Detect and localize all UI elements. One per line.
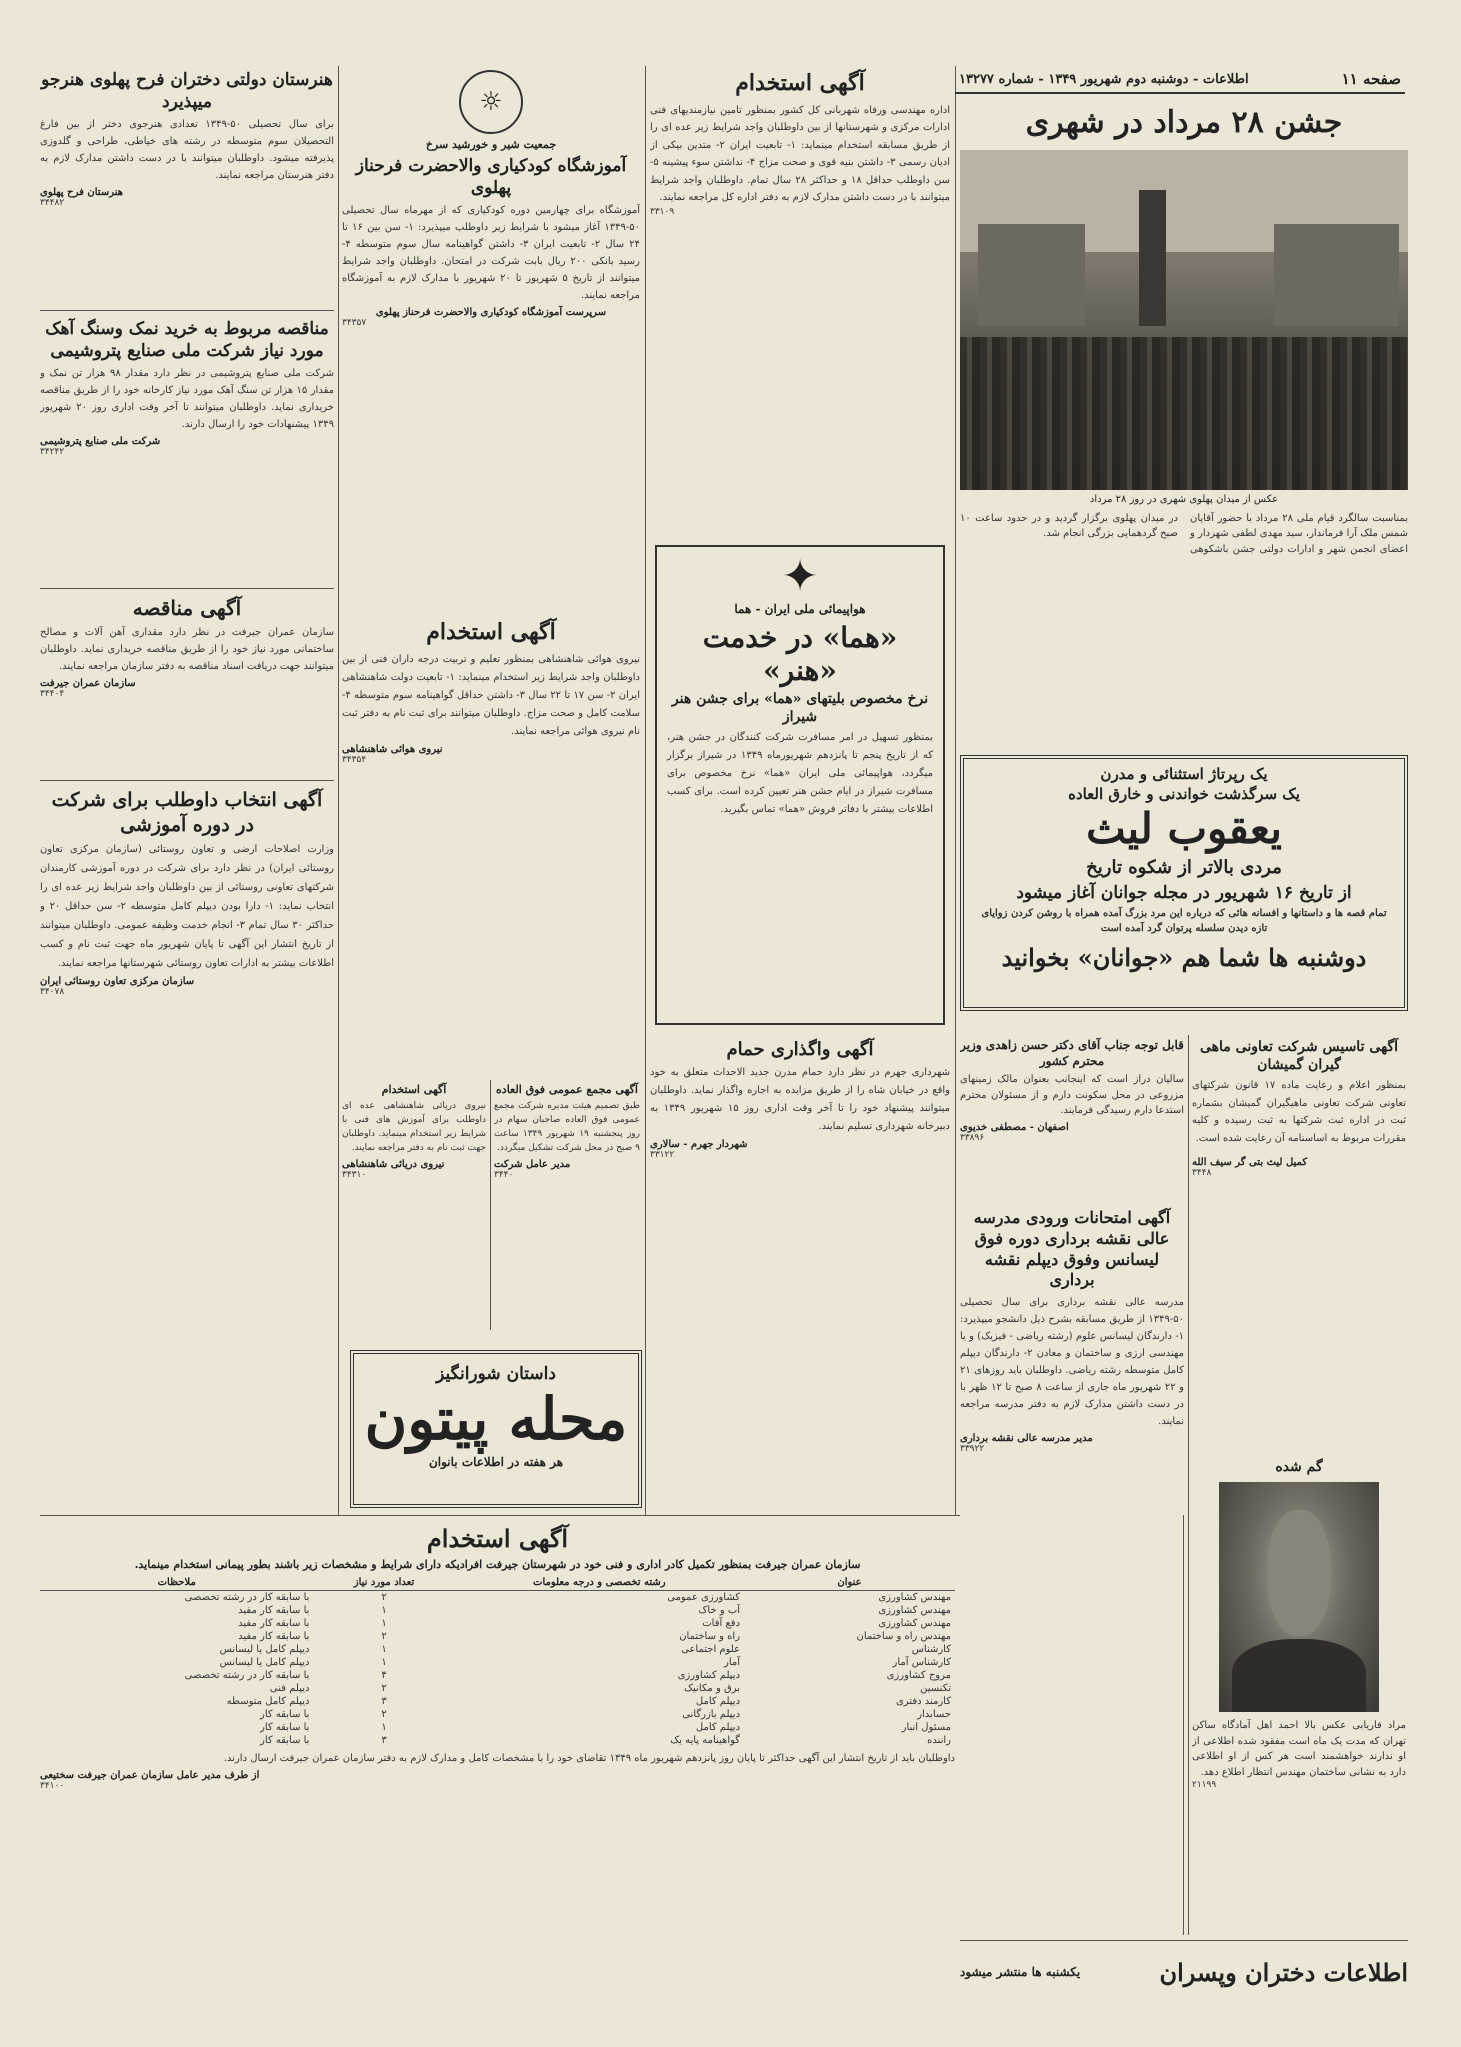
- column-rule: [490, 1080, 491, 1330]
- jashn-photo-caption: عکس از میدان پهلوی شهری در روز ۲۸ مرداد: [1089, 493, 1279, 505]
- table-cell: ۳: [381, 1696, 387, 1708]
- table-cell: دیپلم کامل: [695, 1696, 741, 1708]
- table-cell: با سابقه کار مفید: [238, 1618, 310, 1630]
- table-row: [40, 1682, 955, 1695]
- exam-title: آگهی امتحانات ورودی مدرسه عالی نقشه برداری دوره فوق لیسانس وفوق دیپلم نقشه برداری: [973, 1208, 1171, 1290]
- table-cell: دیپلم کامل: [695, 1722, 741, 1734]
- table-cell: دفع آفات: [702, 1618, 741, 1630]
- childcare-code: ۳۴۳۵۷: [342, 318, 367, 329]
- table-cell: برق و مکانیک: [684, 1683, 741, 1695]
- footer-sub: یکشنبه ها منتشر میشود: [960, 1965, 1081, 1979]
- meeting-code: ۳۴۴۰: [494, 1170, 514, 1181]
- table-cell: ۲: [381, 1709, 387, 1721]
- navy-title: آگهی استخدام: [381, 1083, 447, 1096]
- jiroft-tender-sig: سازمان عمران جیرفت: [40, 678, 136, 689]
- table-cell: با سابقه کار: [260, 1709, 310, 1721]
- table-cell: تکنسین: [920, 1683, 951, 1695]
- airforce-code: ۳۴۳۵۴: [342, 754, 367, 765]
- taavoni-body: بمنظور اعلام و رعایت ماده ۱۷ قانون شرکتهای تعاونی شرکت تعاونی ماهیگیران گمیشان بشماره ثبت در اداره ثبت شرکتها به ثبت رسیده و کلیه مقررات مربوط به اساسنامه آن رعایت شده است.: [1192, 1080, 1406, 1144]
- table-cell: دیپلم کامل یا لیسانس: [219, 1644, 310, 1656]
- qabel-title: قابل توجه جناب آقای دکتر حسن زاهدی وزیر محترم کشور: [960, 1038, 1184, 1068]
- yaqub-line-2: یک سرگذشت خواندنی و خارق العاده: [1068, 784, 1300, 803]
- missing-person-ad: [1192, 1455, 1406, 1895]
- bath-body: شهرداری جهرم در نظر دارد حمام مدرن جدید الاحداث متعلق به خود واقع در خیابان شاه را از طریق مزایده به اجاره واگذار نماید. داوطلبان میتوانند پیشنهاد خود را تا آخر وقت اداری روز ۱۵ شهریور ۱۳۴۹ به دبیرخانه شهرداری تسلیم نمایند.: [650, 1067, 950, 1133]
- column-rule: [1188, 1035, 1189, 1935]
- qabel-body: سالیان دراز است که اینجانب بعنوان مالک زمینهای مزروعی در محل سکونت دارم و از مسئولان محترم استدعا دارم رسیدگی فرمایند.: [960, 1074, 1184, 1117]
- section-rule: [40, 780, 334, 781]
- table-row: [40, 1708, 955, 1721]
- table-cell: ۱: [381, 1605, 387, 1617]
- jashn-title: جشن ۲۸ مرداد در شهری: [1025, 105, 1343, 140]
- yaqub-line-4: از تاریخ ۱۶ شهریور در مجله جوانان آغاز میشود: [1016, 882, 1352, 903]
- table-cell: ۴: [381, 1670, 387, 1682]
- training-sig: سازمان مرکزی تعاون روستائی ایران: [40, 976, 195, 988]
- bath-lease-ad: [650, 1035, 950, 1505]
- jobs-header: عنوان: [744, 1575, 955, 1591]
- farah-sig: هنرستان فرح پهلوی: [40, 187, 124, 199]
- childcare-body: آموزشگاه برای چهارمین دوره کودکیاری که از مهرماه سال تحصیلی ۵۰-۱۳۴۹ آغاز میشود با شرایط زیر داوطلب میپذیرد: ۱- سن بین ۱۶ تا ۲۴ سال ۲- تابعیت ایران ۳- داشتن گواهینامه سال سوم متوسطه ۴- رسید بانکی ۲۰۰ ریال بابت شرکت در امتحان. داوطلبان واجد شرایط میتوانند از تاریخ ۵ شهریور تا ۲۰ شهریور با مدارک لازم به آموزشگاه مراجعه نمایند.: [342, 205, 640, 302]
- table-cell: راننده: [927, 1735, 951, 1747]
- footer-banner: [960, 1948, 1408, 1996]
- yaqub-line-3: مردی بالاتر از شکوه تاریخ: [1086, 857, 1282, 879]
- jobs-code: ۳۴۱۰۰: [40, 1780, 65, 1791]
- jobs-header: ملاحظات: [40, 1575, 313, 1591]
- airforce-employment-ad: [342, 615, 640, 1070]
- table-cell: مسئول انبار: [901, 1722, 951, 1734]
- navy-code: ۳۴۳۱۰: [342, 1170, 367, 1181]
- training-code: ۳۴۰۷۸: [40, 987, 65, 998]
- training-selection-ad: [40, 785, 334, 1510]
- section-rule: [40, 588, 334, 589]
- table-cell: راه و ساختمان: [679, 1631, 741, 1643]
- table-cell: ۲: [381, 1683, 387, 1695]
- meeting-body: طبق تصمیم هیئت مدیره شرکت مجمع عمومی فوق العاده صاحبان سهام در روز پنجشنبه ۱۹ شهریور ۱۳۴۹ ساعت ۹ صبح در محل شرکت تشکیل میگردد.: [494, 1101, 640, 1154]
- petrochemical-tender-ad: [40, 315, 334, 585]
- table-row: [40, 1656, 955, 1669]
- footer-title: اطلاعات دختران وپسران: [1159, 1957, 1408, 1987]
- table-cell: ۳: [381, 1735, 387, 1747]
- petro-title: مناقصه مربوط به خرید نمک وسنگ آهک مورد نیاز شرکت ملی صنایع پتروشیمی: [45, 319, 329, 362]
- jiroft-tender-code: ۳۴۴۰۴: [40, 689, 65, 699]
- table-cell: دیپلم کشاورزی: [677, 1670, 741, 1682]
- column-rule: [955, 66, 956, 1516]
- childcare-title: آموزشگاه کودکیاری والاحضرت فرحناز پهلوی: [355, 156, 627, 199]
- childcare-sig: سرپرست آموزشگاه کودکیاری والاحضرت فرحناز پهلوی: [375, 307, 607, 319]
- table-cell: مهندس کشاورزی: [878, 1618, 951, 1630]
- table-cell: ۲: [381, 1592, 387, 1604]
- section-rule: [960, 1940, 1408, 1941]
- table-cell: با سابقه کار در رشته تخصصی: [184, 1670, 310, 1682]
- training-body: وزارت اصلاحات ارضی و تعاون روستائی (سازمان مرکزی تعاون روستائی ایران) در نظر دارد برای شرکت در دوره آموزشی کارمندان شرکتهای تعاونی روستائی از بین داوطلبان واجد شرایط زیر عده ای را انتخاب نماید: ۱- دارا بودن دیپلم کامل متوسطه ۲- سن حداقل ۲۰ و حداکثر ۳۰ سال تمام ۳- انجام خدمت وظیفه عمومی. داوطلبان میتوانند از تاریخ انتشار این آگهی تا پایان شهریور ماه جهت ثبت نام و کسب اطلاعات بیشتر به ادارات تعاون روستائی شهرستانها مراجعه نمایند.: [40, 844, 334, 970]
- navy-body: نیروی دریائی شاهنشاهی عده ای داوطلب برای آموزش های فنی با شرایط زیر استخدام مینماید. داوطلبان جهت ثبت نام به دفتر مراجعه نمایند.: [342, 1101, 486, 1154]
- table-cell: با سابقه کار مفید: [238, 1631, 310, 1643]
- jobs-footer: داوطلبان باید از تاریخ انتشار این آگهی حداکثر تا پایان روز پانزدهم شهریور ماه ۱۳۴۹ تقاضای خود را با مشخصات کامل و مدارک لازم به دفتر سازمان عمران جیرفت ارسال دارند.: [223, 1753, 955, 1765]
- table-cell: با سابقه کار در رشته تخصصی: [184, 1592, 310, 1604]
- navy-sig: نیروی دریائی شاهنشاهی: [342, 1159, 445, 1171]
- table-cell: حسابدار: [917, 1709, 951, 1721]
- table-cell: مهندس کشاورزی: [878, 1592, 951, 1604]
- farah-title: هنرستان دولتی دختران فرح پهلوی هنرجو میپذیرد: [41, 70, 333, 113]
- peyton-place-ad: [350, 1350, 642, 1508]
- jobs-subtitle: سازمان عمران جیرفت بمنظور تکمیل کادر اداری و فنی خود در شهرستان جیرفت افرادیکه دارای شرایط و مشخصات زیر باشند بطور پیمانی استخدام مینماید.: [134, 1558, 861, 1571]
- meeting-sig: مدیر عامل شرکت: [494, 1159, 571, 1171]
- column-rule: [338, 66, 339, 1516]
- petro-body: شرکت ملی صنایع پتروشیمی در نظر دارد مقدار ۹۸ هزار تن نمک و مقدار ۱۵ هزار تن سنگ آهک مورد نیاز کارخانه خود را از طریق مناقصه خریداری نماید. داوطلبان میتوانند تا آخر وقت اداری روز ۲۰ شهریور ۱۳۴۹ پیشنهادات خود را ارسال دارند.: [40, 368, 334, 431]
- farah-code: ۳۴۴۸۲: [40, 198, 65, 209]
- table-row: [40, 1604, 955, 1617]
- missing-body: مراد فاریابی عکس بالا احمد اهل آمادگاه ساکن تهران که مدت یک ماه است مفقود شده اطلاعی از او ندارند خواهشمند است هر کس از او اطلاعی دارد به نشانی ساختمان مهندس انتظار اطلاع دهد.: [1192, 1720, 1406, 1778]
- yaqub-line-6: دوشنبه ها شما هم «جوانان» بخوانید: [1001, 942, 1367, 972]
- red-lion-sun-logo-icon: ☼: [459, 70, 523, 134]
- childcare-logo-text: جمعیت شیر و خورشید سرخ: [425, 138, 557, 151]
- surveying-exam-ad: [960, 1205, 1184, 1895]
- farah-school-ad: [40, 66, 334, 306]
- taavoni-ad: [1192, 1035, 1406, 1455]
- table-cell: دیپلم فنی: [269, 1683, 310, 1695]
- jobs-sig: از طرف مدیر عامل سازمان عمران جیرفت سختیعی: [40, 1769, 260, 1781]
- homa-airline: هواپیمائی ملی ایران - هما: [734, 602, 866, 616]
- table-cell: ۱: [381, 1657, 387, 1669]
- police-employment-ad: [650, 66, 950, 521]
- jobs-table-body: [40, 1591, 955, 1748]
- table-cell: آب و خاک: [698, 1605, 741, 1617]
- navy-employment-ad: [342, 1080, 486, 1330]
- table-row: [40, 1734, 955, 1747]
- jobs-title: آگهی استخدام: [426, 1524, 569, 1553]
- yaqub-ad: [960, 755, 1408, 1011]
- table-cell: کارشناس: [911, 1644, 951, 1656]
- homa-body: بمنظور تسهیل در امر مسافرت شرکت کنندگان در جشن هنر، که از تاریخ پنجم تا پانزدهم شهریورماه ۱۳۴۹ در شیراز برگزار میگردد، هواپیمائی ملی ایران «هما» نرخ مخصوص برای مسافرت شیراز در ایام جشن هنر تعیین کرده است. برای کسب اطلاعات بیشتر با دفاتر فروش «هما» تماس بگیرید.: [667, 731, 934, 815]
- table-cell: دیپلم بازرگانی: [682, 1709, 741, 1721]
- qabel-code: ۳۳۸۹۶: [960, 1132, 985, 1143]
- peyton-bottom: هر هفته در اطلاعات بانوان: [428, 1454, 564, 1469]
- missing-title: گم شده: [1275, 1459, 1323, 1475]
- farah-body: برای سال تحصیلی ۵۰-۱۳۴۹ تعدادی هنرجوی دختر از بین فارغ التحصیلان سوم متوسطه در رشته های خیاطی، طراحی و گلدوزی پذیرفته میشود. داوطلبان میتوانند با در دست داشتن مدارک لازم به دفتر هنرستان مراجعه نمایند.: [40, 119, 334, 182]
- missing-person-photo: [1219, 1482, 1379, 1712]
- jashn-photo: [960, 150, 1408, 490]
- jiroft-jobs-ad: [40, 1520, 955, 1940]
- airforce-title: آگهی استخدام: [426, 619, 556, 645]
- section-rule: [40, 1515, 960, 1516]
- airforce-body: نیروی هوائی شاهنشاهی بمنظور تعلیم و تربیت درجه داران فنی از بین داوطلبان واجد شرایط زیر استخدام مینماید: ۱- تابعیت دولت شاهنشاهی ایران ۲- سن ۱۷ تا ۲۲ سال ۳- داشتن حداقل گواهینامه سوم متوسطه ۴- سلامت کامل و صحت مزاج. داوطلبان میتوانند برای ثبت نام به دفتر ثبت نام نیروی هوائی مراجعه نمایند.: [342, 653, 640, 737]
- table-row: [40, 1695, 955, 1708]
- table-cell: کشاورزی عمومی: [667, 1592, 741, 1604]
- peyton-top: داستان شورانگیز: [436, 1364, 556, 1384]
- table-cell: مروج کشاورزی: [886, 1670, 951, 1682]
- table-cell: با سابقه کار: [260, 1722, 310, 1734]
- table-row: [40, 1591, 955, 1605]
- jiroft-tender-ad: [40, 592, 334, 777]
- homa-ad: [655, 545, 945, 1025]
- table-cell: مهندس کشاورزی: [878, 1605, 951, 1617]
- table-cell: علوم اجتماعی: [681, 1644, 741, 1656]
- police-title: آگهی استخدام: [735, 70, 865, 96]
- peyton-name: محله پیتون: [364, 1385, 628, 1454]
- table-cell: با سابقه کار مفید: [238, 1605, 310, 1617]
- table-cell: گواهینامه پایه یک: [670, 1735, 741, 1747]
- airforce-sig: نیروی هوائی شاهنشاهی: [342, 743, 443, 755]
- taavoni-code: ۳۴۴۸: [1192, 1168, 1212, 1179]
- table-cell: کارشناس آمار: [892, 1657, 951, 1669]
- qabel-sig: اصفهان - مصطفی خدیوی: [960, 1121, 1069, 1133]
- jobs-header: تعداد مورد نیاز: [313, 1575, 454, 1591]
- table-cell: دیپلم کامل یا لیسانس: [219, 1657, 310, 1669]
- table-row: [40, 1721, 955, 1734]
- qabel-tavajjoh-ad: [960, 1035, 1184, 1200]
- exam-code: ۳۳۹۲۲: [960, 1444, 985, 1455]
- homa-slogan: «هما» در خدمت «هنر»: [702, 620, 898, 687]
- jashn-body: بمناسبت سالگرد قیام ملی ۲۸ مرداد با حضور آقایان شمس ملک آرا فرماندار، سید مهدی لطفی شهردار و اعضای انجمن شهر و ادارات دولتی جشن باشکوهی در میدان پهلوی برگزار گردید و در حدود ساعت ۱۰ صبح گردهمایی بزرگی انجام شد.: [960, 512, 1408, 555]
- table-row: [40, 1669, 955, 1682]
- yaqub-line-5: تمام قصه ها و داستانها و افسانه هائی که درباره این مرد بزرگ آمده همراه با روشن کردن زوایای تازه دیدن سلسله پرتوان گرد آمده است: [981, 907, 1387, 935]
- yaqub-line-1: یک رپرتاژ استثنائی و مدرن: [1100, 765, 1268, 783]
- yaqub-name: یعقوب لیث: [1086, 804, 1282, 853]
- table-cell: آمار: [724, 1657, 741, 1669]
- masthead: [955, 66, 1405, 94]
- table-cell: ۲: [381, 1631, 387, 1643]
- table-cell: کارمند دفتری: [895, 1696, 951, 1708]
- table-row: [40, 1630, 955, 1643]
- missing-code: ۲۱۱۹۹: [1192, 1780, 1217, 1791]
- childcare-school-ad: [342, 66, 640, 591]
- police-code: ۳۳۱۰۹: [650, 206, 675, 217]
- table-row: [40, 1617, 955, 1630]
- masthead-date: اطلاعات - دوشنبه دوم شهریور ۱۳۴۹ - شماره ۱۳۲۷۷: [959, 71, 1249, 87]
- petro-code: ۳۴۲۴۲: [40, 447, 65, 458]
- petro-sig: شرکت ملی صنایع پتروشیمی: [40, 436, 161, 448]
- bath-title: آگهی واگذاری حمام: [726, 1039, 874, 1060]
- table-cell: دیپلم کامل متوسطه: [226, 1696, 310, 1708]
- table-cell: ۱: [381, 1644, 387, 1656]
- table-cell: ۱: [381, 1722, 387, 1734]
- table-cell: مهندس راه و ساختمان: [856, 1631, 951, 1643]
- jiroft-tender-title: آگهی مناقصه: [132, 596, 242, 620]
- homa-subtitle: نرخ مخصوص بلیتهای «هما» برای جشن هنر شیراز: [671, 690, 929, 725]
- meeting-title: آگهی مجمع عمومی فوق العاده: [496, 1083, 638, 1096]
- table-cell: ۱: [381, 1618, 387, 1630]
- jiroft-tender-body: سازمان عمران جیرفت در نظر دارد مقداری آهن آلات و مصالح ساختمانی مورد نیاز خود را از طریق مناقصه خریداری نماید. داوطلبان میتوانند جهت دریافت اسناد مناقصه به دفتر سازمان مراجعه نمایند.: [40, 627, 334, 672]
- jobs-table: [40, 1575, 955, 1747]
- bath-sig: شهردار جهرم - سالاری: [650, 1139, 748, 1151]
- jobs-header: رشته تخصصی و درجه معلومات: [455, 1575, 744, 1591]
- table-row: [40, 1643, 955, 1656]
- homa-bird-icon: ✦: [781, 551, 819, 602]
- table-cell: با سابقه کار: [260, 1735, 310, 1747]
- page-number: صفحه ۱۱: [1341, 70, 1401, 88]
- bath-code: ۳۳۱۲۲: [650, 1150, 675, 1161]
- section-rule: [40, 310, 334, 311]
- training-title: آگهی انتخاب داوطلب برای شرکت در دوره آموزشی: [51, 789, 323, 836]
- police-body: اداره مهندسی ورفاه شهربانی کل کشور بمنظور تامین نیازمندیهای فنی ادارات مرکزی و شهرستانها از بین داوطلبان واجد شرایط زیر عده ای را از طریق مسابقه استخدام مینماید: ۱- تابعیت ایران ۲- متدین بیکی از ادیان رسمی ۳- داشتن بنیه قوی و صحت مزاج ۴- نداشتن سوء پیشینه ۵- سن داوطلب حداقل ۱۸ و حداکثر ۲۸ سال تمام. داوطلبان واجد شرایط میتوانند با در دست داشتن مدارک لازم به دفتر اداره کل مراجعه نمایند.: [650, 104, 950, 203]
- taavoni-sig: کمیل لیث بتی گر سیف الله: [1192, 1157, 1308, 1169]
- column-rule: [645, 66, 646, 1516]
- general-meeting-ad: [494, 1080, 640, 1330]
- jashn-article: [960, 100, 1408, 620]
- exam-body: مدرسه عالی نقشه برداری برای سال تحصیلی ۵۰-۱۳۴۹ از طریق مسابقه بشرح ذیل دانشجو میپذیرد: ۱- دارندگان لیسانس علوم (رشته ریاضی - فیزیک) و یا مهندسی ارزی و ساختمان و معادن ۲- دارندگان دیپلم کامل متوسطه رشته ریاضی. داوطلبان باید روزهای ۲۱ و ۲۲ شهریور ماه جاری از ساعت ۸ صبح تا ۱۲ ظهر با در دست داشتن مدارک لازم به دفتر مدرسه مراجعه نمایند.: [960, 1297, 1184, 1428]
- taavoni-title: آگهی تاسیس شرکت تعاونی ماهی گیران گمیشان: [1199, 1039, 1399, 1074]
- exam-sig: مدیر مدرسه عالی نقشه برداری: [960, 1433, 1093, 1445]
